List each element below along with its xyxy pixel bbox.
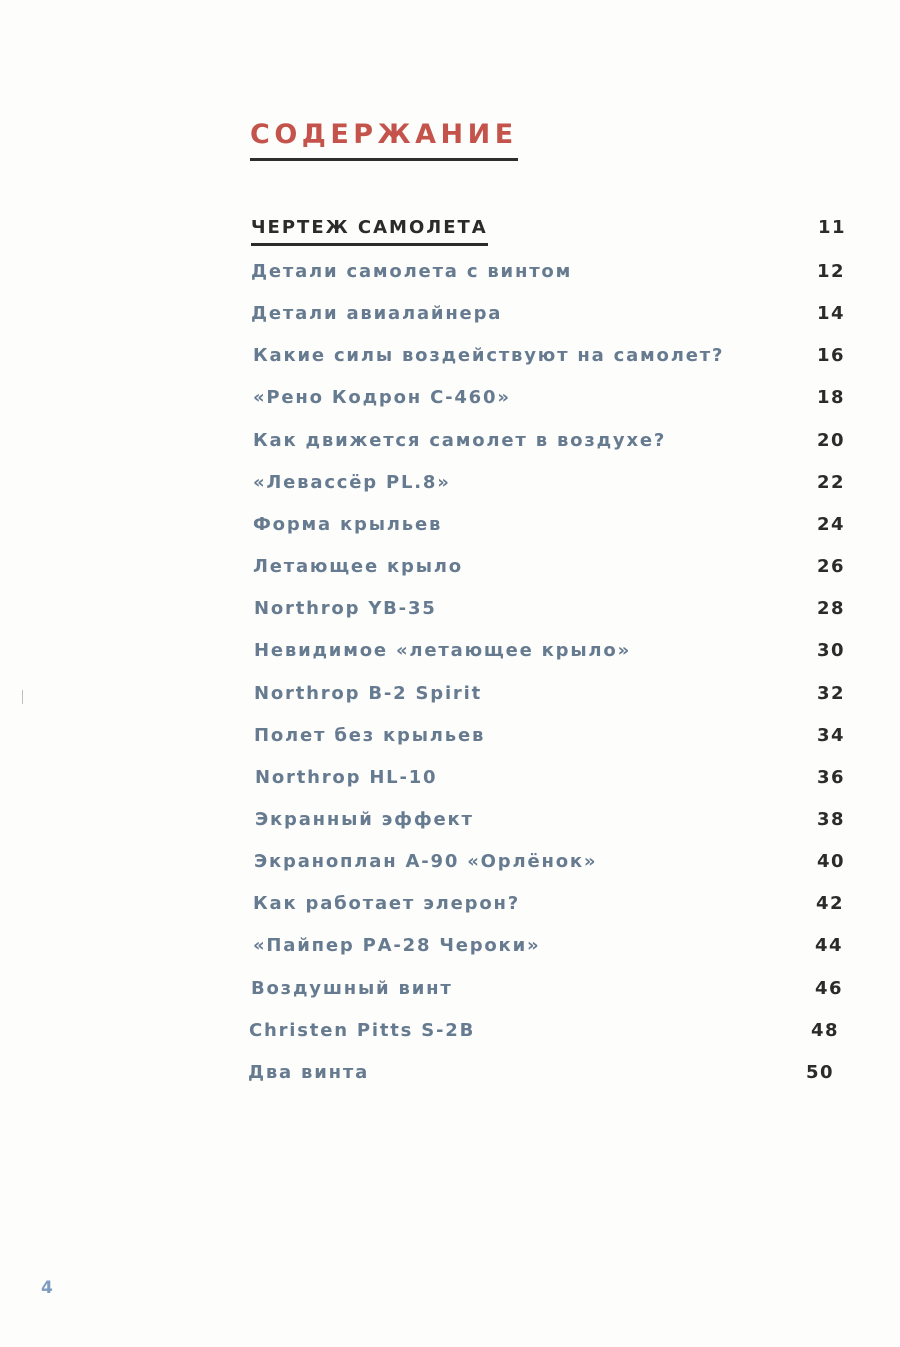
toc-entry-page-number: 14 — [817, 303, 846, 324]
toc-entry-label: Детали авиалайнера — [251, 303, 503, 324]
toc-entry-page-number: 16 — [817, 345, 846, 366]
toc-entry-page-number: 26 — [817, 556, 846, 577]
margin-mark — [22, 690, 23, 704]
toc-entry — [0, 806, 900, 834]
contents-title: СОДЕРЖАНИЕ — [250, 118, 518, 161]
toc-entry — [0, 258, 900, 286]
toc-entry — [0, 848, 900, 876]
toc-entry — [0, 680, 900, 708]
toc-entry-page-number: 12 — [817, 261, 846, 282]
toc-entry — [0, 722, 900, 750]
toc-entry-page-number: 44 — [815, 935, 844, 956]
toc-entry — [0, 890, 900, 918]
toc-entry-label: «Левассёр PL.8» — [253, 472, 451, 493]
toc-entry — [0, 932, 900, 960]
toc-entry-page-number: 50 — [806, 1062, 835, 1083]
toc-entry-label: Christen Pitts S-2B — [249, 1020, 476, 1041]
toc-entry — [0, 553, 900, 581]
toc-entry-label: Northrop YB-35 — [254, 598, 437, 619]
toc-entry — [0, 427, 900, 455]
toc-entry-label: Детали самолета с винтом — [251, 261, 573, 282]
toc-entry-label: Как работает элерон? — [253, 893, 520, 914]
toc-entry-label: Полет без крыльев — [254, 725, 486, 746]
toc-entry-label: Форма крыльев — [253, 514, 443, 535]
section-title: ЧЕРТЕЖ САМОЛЕТА — [251, 216, 488, 246]
page-number: 4 — [41, 1278, 53, 1298]
toc-entry-label: Невидимое «летающее крыло» — [254, 640, 632, 661]
toc-entry-page-number: 40 — [817, 851, 846, 872]
toc-entry-page-number: 24 — [817, 514, 846, 535]
toc-entry — [0, 637, 900, 665]
toc-entry-label: Экраноплан А-90 «Орлёнок» — [254, 851, 598, 872]
toc-entry-page-number: 38 — [817, 809, 846, 830]
toc-entry — [0, 975, 900, 1003]
toc-entry-page-number: 22 — [817, 472, 846, 493]
toc-entry-label: Northrop HL-10 — [255, 767, 438, 788]
toc-entry-label: Экранный эффект — [255, 809, 474, 830]
toc-entry-page-number: 42 — [816, 893, 845, 914]
toc-entry — [0, 384, 900, 412]
toc-entry-page-number: 20 — [817, 430, 846, 451]
toc-entry — [0, 511, 900, 539]
toc-entry — [0, 595, 900, 623]
toc-entry-page-number: 48 — [811, 1020, 840, 1041]
toc-entry-label: Какие силы воздействуют на самолет? — [253, 345, 725, 366]
toc-entry-page-number: 46 — [815, 978, 844, 999]
toc-entry-label: Летающее крыло — [253, 556, 463, 577]
toc-entry-page-number: 34 — [817, 725, 846, 746]
toc-entry-label: Воздушный винт — [251, 978, 453, 999]
section-page-number: 11 — [818, 217, 847, 238]
toc-entry — [0, 1017, 900, 1045]
toc-entry — [0, 469, 900, 497]
toc-entry-label: Как движется самолет в воздухе? — [253, 430, 667, 451]
toc-entry-label: «Пайпер РА-28 Чероки» — [253, 935, 541, 956]
toc-entry — [0, 1059, 900, 1087]
toc-entry-label: «Рено Кодрон С-460» — [253, 387, 511, 408]
toc-entry — [0, 764, 900, 792]
toc-entry-page-number: 28 — [817, 598, 846, 619]
toc-entry-page-number: 30 — [817, 640, 846, 661]
toc-entry-page-number: 36 — [817, 767, 846, 788]
toc-entry-label: Два винта — [248, 1062, 370, 1083]
toc-entry — [0, 300, 900, 328]
toc-entry-page-number: 32 — [817, 683, 846, 704]
toc-entry — [0, 342, 900, 370]
toc-entry-page-number: 18 — [817, 387, 846, 408]
toc-entry-label: Northrop B-2 Spirit — [254, 683, 482, 704]
